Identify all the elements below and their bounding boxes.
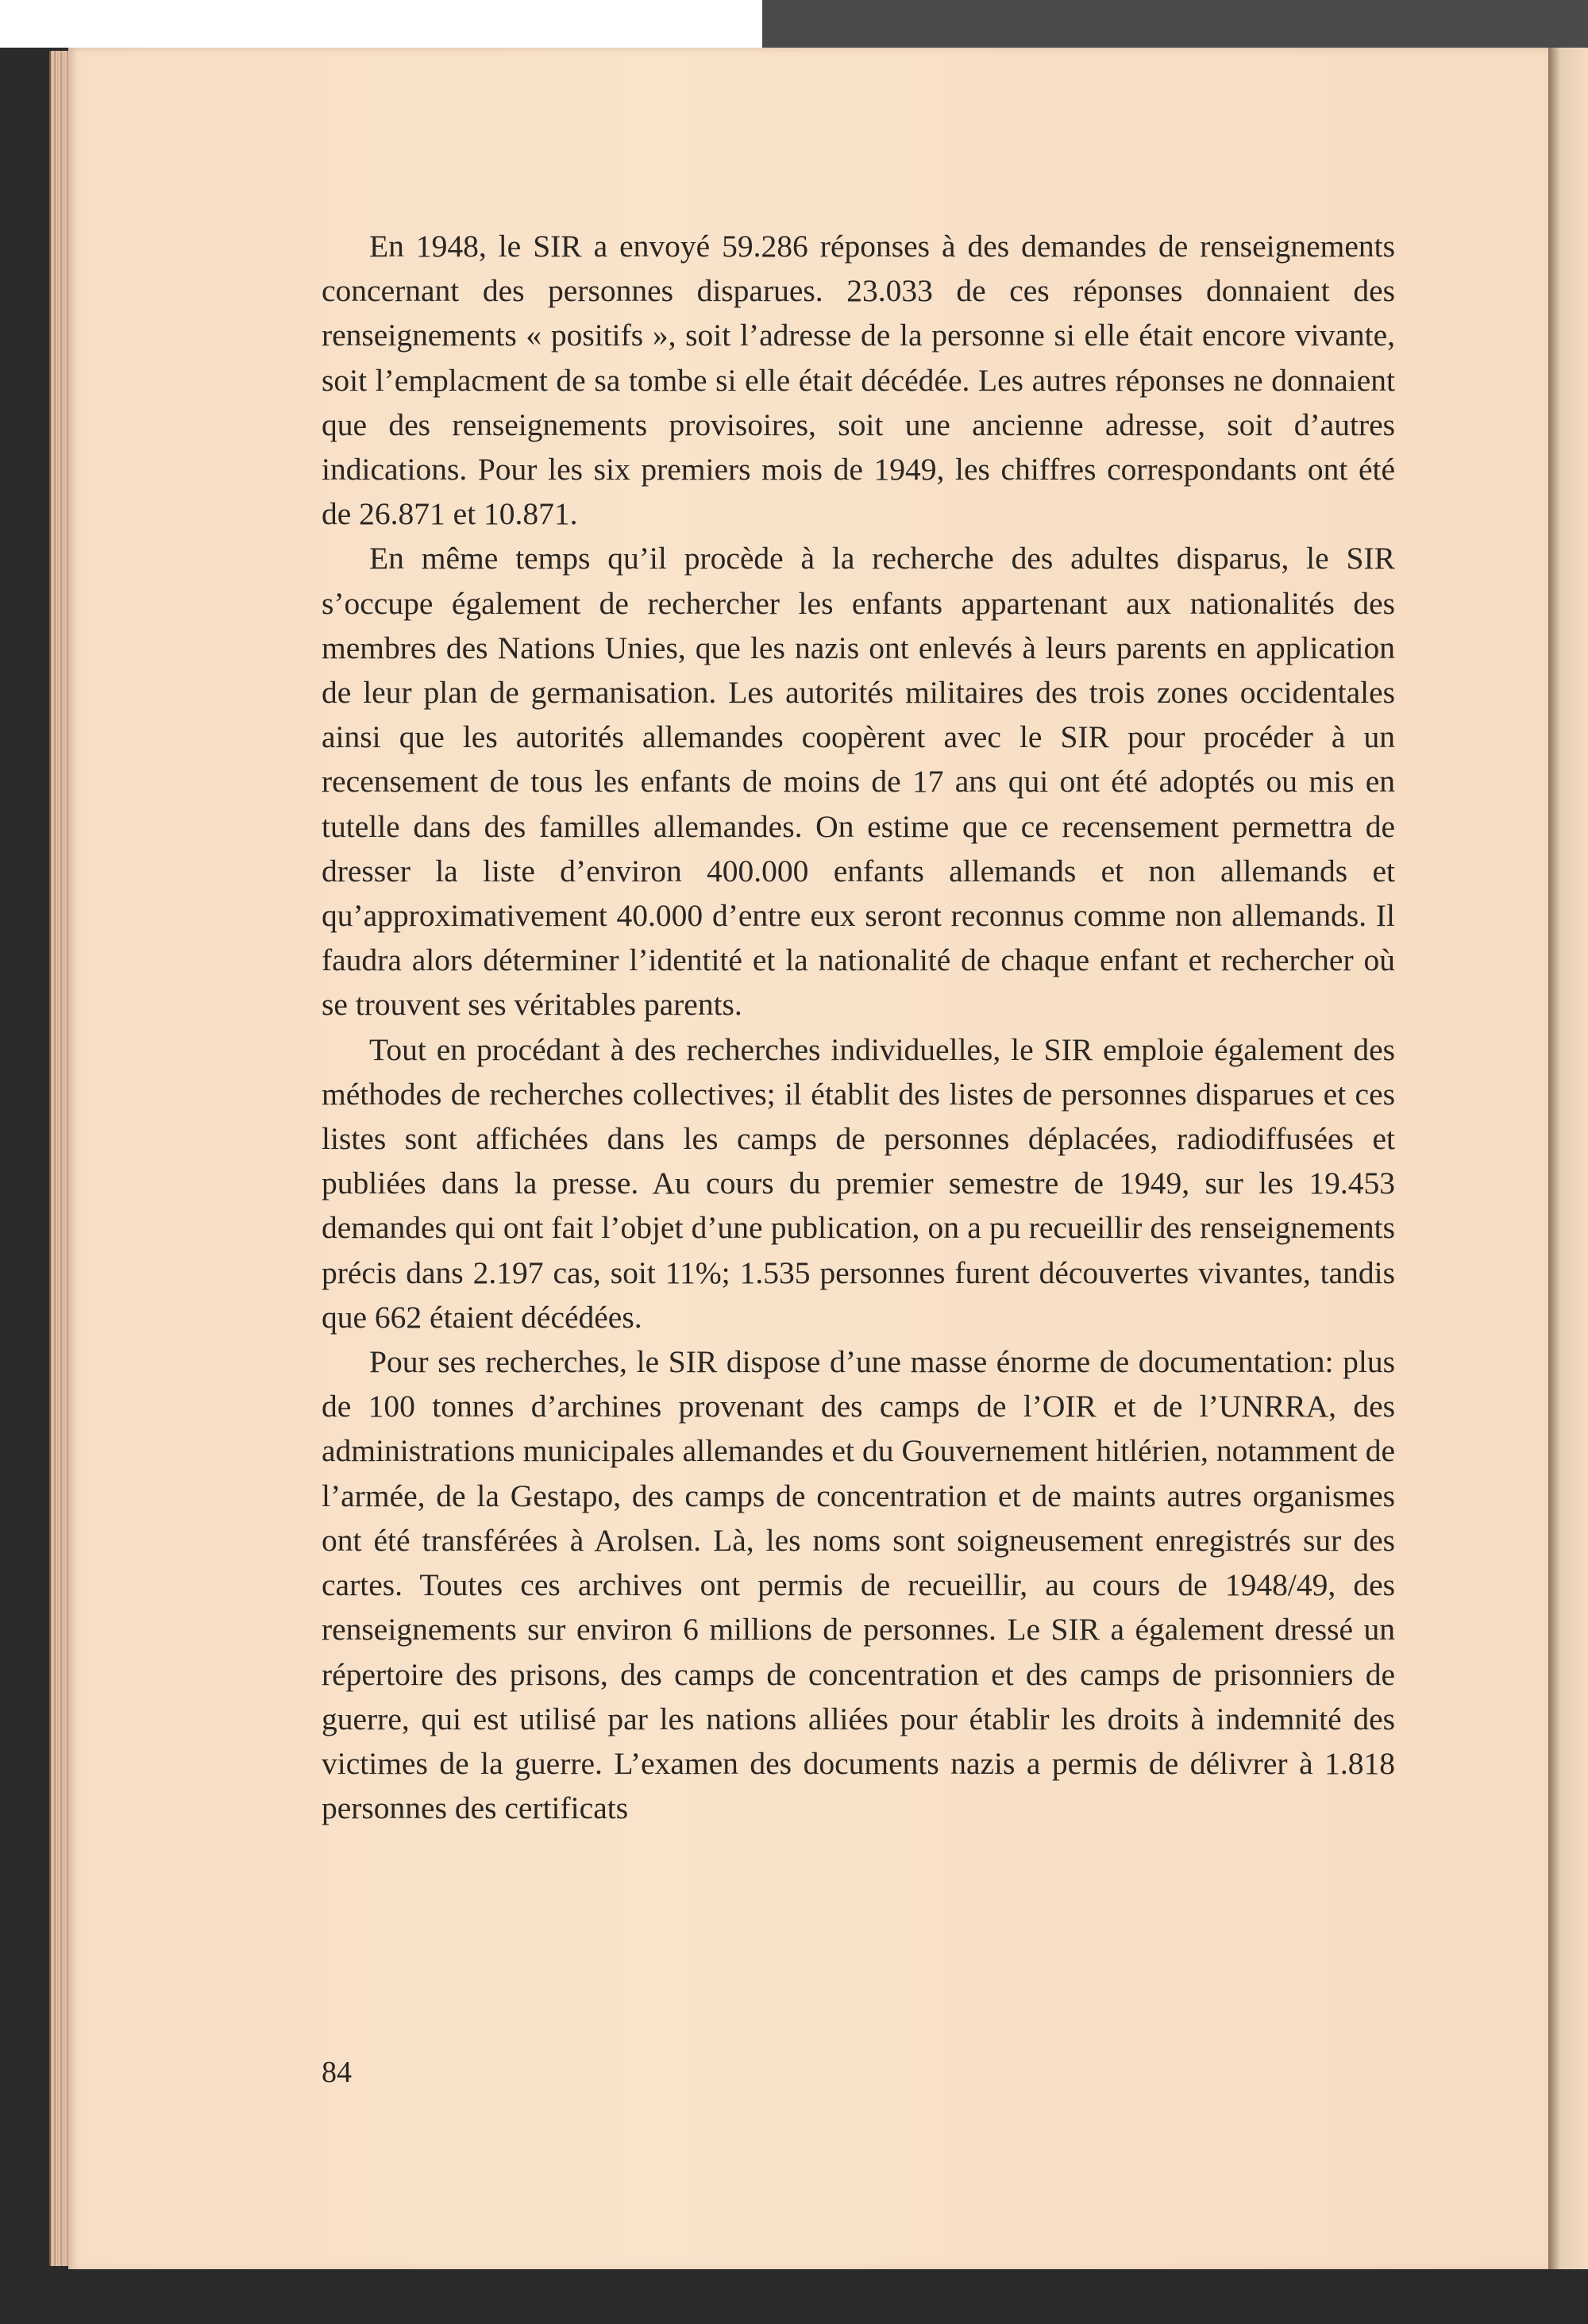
- page-number: 84: [322, 2056, 352, 2089]
- paragraph: En 1948, le SIR a envoyé 59.286 réponses à des demandes de renseignements concernant des personnes disparues. 23.033 de ces réponses donnaient des renseignements « positifs », soit l’adresse de la personne si elle était encore vivante, soit l’emplacment de sa tombe si elle était décédée. Les autres réponses ne donnaient que des renseignements provisoires, soit une ancienne adresse, soit d’autres indications. Pour les six premiers mois de 1949, les chiffres correspondants ont été de 26.871 et 10.871.: [322, 229, 1395, 532]
- scan-background-corner: [762, 0, 1588, 48]
- scan-background-bottom: [0, 2269, 1588, 2324]
- paragraph: En même temps qu’il procède à la recherche des adultes disparus, le SIR s’occupe également de rechercher les enfants appartenant aux nationalités des membres des Nations Unies, que les nazis ont enlevés à leurs parents en application de leur plan de germanisation. Les autorités militaires des trois zones occidentales ainsi que les autorités allemandes coopèrent avec le SIR pour procéder à un recensement de tous les enfants de moins de 17 ans qui ont été adoptés ou mis en tutelle dans des familles allemandes. On estime que ce recensement permettra de dresser la liste d’environ 400.000 enfants allemands et non allemands et qu’approximativement 40.000 d’entre eux seront reconnus comme non allemands. Il faudra alors déterminer l’identité et la nationalité de chaque enfant et rechercher où se trouvent ses véritables parents.: [322, 541, 1395, 1023]
- book-spine-edge: [1548, 48, 1588, 2271]
- body-text: [322, 224, 1395, 1830]
- paragraph: Pour ses recherches, le SIR dispose d’une masse énorme de documentation: plus de 100 tonnes d’archines provenant des camps de l’OIR et de l’UNRRA, des administrations municipales allemandes et du Gouvernement hitlérien, notamment de l’armée, de la Gestapo, des camps de concentration et de maints autres organismes ont été transférées à Arolsen. Là, les noms sont soigneusement enregistrés sur des cartes. Toutes ces archives ont permis de recueillir, au cours de 1948/49, des renseignements sur environ 6 millions de personnes. Le SIR a également dressé un répertoire des prisons, des camps de concentration et des camps de prisonniers de guerre, qui est utilisé par les nations alliées pour établir les droits à indemnité des victimes de la guerre. L’examen des documents nazis a permis de délivrer à 1.818 personnes des certificats: [322, 1344, 1395, 1826]
- paragraph: Tout en procédant à des recherches individuelles, le SIR emploie également des méthodes de recherches collectives; il établit des listes de personnes disparues et ces listes sont affichées dans les camps de personnes déplacées, radiodiffusées et publiées dans la presse. Au cours du premier semestre de 1949, sur les 19.453 demandes qui ont fait l’objet d’une publication, on a pu recueillir des renseignements précis dans 2.197 cas, soit 11%; 1.535 personnes furent découvertes vivantes, tandis que 662 étaient décédées.: [322, 1031, 1395, 1335]
